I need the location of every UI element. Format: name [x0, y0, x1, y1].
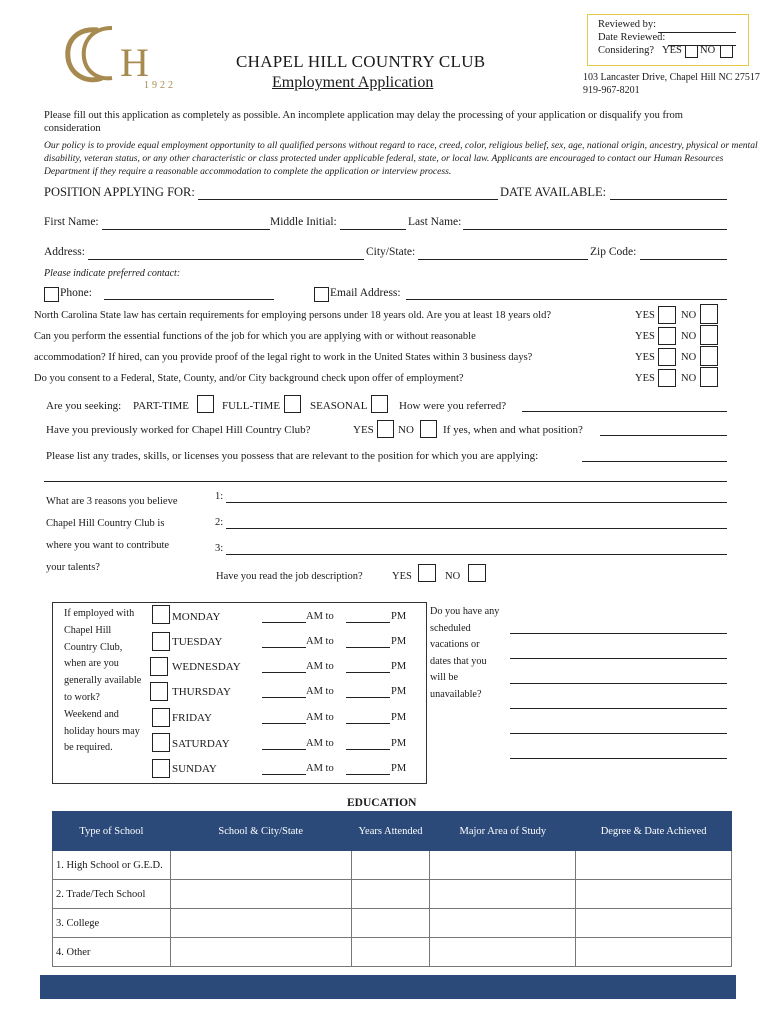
- day-checkbox-thursday[interactable]: [150, 682, 168, 701]
- vacation-field-2[interactable]: [510, 658, 727, 659]
- education-title: EDUCATION: [347, 797, 417, 809]
- previous-yes-checkbox[interactable]: [377, 420, 394, 438]
- policy-line-3: Department if they require a reasonable accommodation to complete the application or interview process.: [44, 166, 452, 177]
- question-18-text: North Carolina State law has certain requirements for employing persons under 18 years old. Are you at least 18 years old?: [34, 310, 551, 321]
- svg-text:H: H: [120, 40, 149, 85]
- vacation-prompt-line-5: will be: [430, 672, 459, 683]
- skills-field-2[interactable]: [44, 481, 727, 482]
- policy-line-2: disability, veteran status, or any other characteristic or class protected under applicable federal, state, or local law. Applicants are encouraged to contact our Human Resources: [44, 153, 724, 164]
- availability-prompt-line-1: If employed with: [64, 608, 135, 619]
- skills-field-1[interactable]: [582, 461, 727, 462]
- monday-am-to: AM to: [306, 611, 334, 622]
- considering-no-label: NO: [700, 45, 716, 56]
- city-state-field[interactable]: [418, 259, 588, 260]
- reason-2-field[interactable]: [226, 528, 727, 529]
- thursday-am-field[interactable]: [262, 697, 306, 698]
- considering-yes-label: YES: [662, 45, 682, 56]
- question-18-yes-checkbox[interactable]: [658, 306, 676, 324]
- availability-prompt-line-4: when are you: [64, 658, 119, 670]
- previous-when-label: If yes, when and what position?: [443, 424, 583, 436]
- day-label-saturday: SATURDAY: [172, 738, 230, 750]
- zip-label: Zip Code:: [590, 246, 637, 258]
- part-time-checkbox[interactable]: [197, 395, 214, 413]
- day-checkbox-saturday[interactable]: [152, 733, 170, 752]
- middle-initial-field[interactable]: [340, 229, 406, 230]
- question-18-no-checkbox[interactable]: [700, 304, 718, 324]
- day-label-wednesday: WEDNESDAY: [172, 661, 241, 673]
- previous-no-label: NO: [398, 424, 414, 436]
- vacation-prompt-line-2: scheduled: [430, 622, 471, 634]
- availability-prompt: [64, 606, 141, 757]
- question-proof-no-label: NO: [681, 352, 697, 363]
- club-logo: [58, 22, 183, 94]
- question-background-text: Do you consent to a Federal, State, County, and/or City background check upon offer of employment?: [34, 373, 464, 384]
- monday-pm: PM: [391, 611, 407, 622]
- education-header-degree: Degree & Date Achieved: [576, 812, 732, 851]
- part-time-label: PART-TIME: [133, 400, 189, 412]
- day-label-monday: MONDAY: [172, 611, 221, 623]
- sunday-am-field[interactable]: [262, 774, 306, 775]
- policy-line-1: Our policy is to provide equal employment opportunity to all qualified persons without regard to race, creed, color, religious belief, sex, age, national origin, ancestry, physical or mental: [44, 140, 758, 151]
- position-field[interactable]: [198, 199, 498, 200]
- vacation-field-4[interactable]: [510, 708, 727, 709]
- education-cell[interactable]: [430, 909, 576, 938]
- question-18-no-label: NO: [681, 310, 697, 321]
- tuesday-am-to: AM to: [306, 636, 334, 647]
- education-cell[interactable]: [351, 880, 430, 909]
- friday-am-to: AM to: [306, 712, 334, 723]
- reason-1-field[interactable]: [226, 502, 727, 503]
- question-proof-text: accommodation? If hired, can you provide proof of the legal right to work in the United States within 3 business days?: [34, 352, 533, 363]
- friday-pm: PM: [391, 712, 407, 723]
- previous-when-field[interactable]: [600, 435, 727, 436]
- question-proof-no-checkbox[interactable]: [700, 346, 718, 366]
- sunday-pm: PM: [391, 763, 407, 774]
- full-time-checkbox[interactable]: [284, 395, 301, 413]
- form-title: Employment Application: [272, 74, 434, 91]
- wednesday-pm-field[interactable]: [346, 672, 390, 673]
- education-cell[interactable]: [430, 851, 576, 880]
- education-header-type: Type of School: [53, 812, 171, 851]
- sunday-am-to: AM to: [306, 763, 334, 774]
- day-label-friday: FRIDAY: [172, 712, 212, 724]
- address-field[interactable]: [88, 259, 364, 260]
- education-cell[interactable]: [170, 880, 351, 909]
- availability-prompt-line-7: Weekend and: [64, 708, 119, 720]
- availability-prompt-line-9: be required.: [64, 742, 113, 754]
- education-header-years: Years Attended: [351, 812, 430, 851]
- education-cell[interactable]: [576, 909, 732, 938]
- education-cell[interactable]: [170, 938, 351, 967]
- phone-checkbox[interactable]: [44, 287, 59, 302]
- friday-pm-field[interactable]: [346, 723, 390, 724]
- considering-no-checkbox[interactable]: [720, 45, 733, 58]
- reason-3-field[interactable]: [226, 554, 727, 555]
- reviewed-by-field[interactable]: [658, 32, 736, 33]
- education-type-trade: 2. Trade/Tech School: [53, 880, 171, 909]
- education-type-college: 3. College: [53, 909, 171, 938]
- vacation-prompt-line-1: Do you have any: [430, 606, 500, 617]
- day-label-thursday: THURSDAY: [172, 686, 231, 698]
- job-description-yes-label: YES: [392, 571, 412, 582]
- date-available-label: DATE AVAILABLE:: [500, 185, 607, 199]
- question-functions-yes-checkbox[interactable]: [658, 327, 676, 345]
- education-cell[interactable]: [351, 851, 430, 880]
- previous-no-checkbox[interactable]: [420, 420, 437, 438]
- job-description-no-checkbox[interactable]: [468, 564, 486, 582]
- friday-am-field[interactable]: [262, 723, 306, 724]
- question-background-no-checkbox[interactable]: [700, 367, 718, 387]
- vacation-field-3[interactable]: [510, 683, 727, 684]
- thursday-pm-field[interactable]: [346, 697, 390, 698]
- wednesday-pm: PM: [391, 661, 407, 672]
- question-18-yes-label: YES: [635, 310, 655, 321]
- sunday-pm-field[interactable]: [346, 774, 390, 775]
- question-background-no-label: NO: [681, 373, 697, 384]
- day-checkbox-sunday[interactable]: [152, 759, 170, 778]
- reviewed-by-label: Reviewed by:: [598, 19, 657, 30]
- first-name-field[interactable]: [102, 229, 270, 230]
- availability-prompt-line-6: to work?: [64, 691, 100, 703]
- vacation-field-6[interactable]: [510, 758, 727, 759]
- education-type-other: 4. Other: [53, 938, 171, 967]
- education-cell[interactable]: [351, 938, 430, 967]
- date-available-field[interactable]: [610, 199, 727, 200]
- reasons-prompt-4: your talents?: [46, 562, 100, 573]
- seeking-label: Are you seeking:: [46, 400, 122, 412]
- first-name-label: First Name:: [44, 216, 99, 228]
- job-description-yes-checkbox[interactable]: [418, 564, 436, 582]
- day-checkbox-wednesday[interactable]: [150, 657, 168, 676]
- phone-label: Phone:: [60, 287, 92, 299]
- table-row: [53, 938, 732, 967]
- seasonal-checkbox[interactable]: [371, 395, 388, 413]
- vacation-prompt-line-4: dates that you: [430, 655, 487, 667]
- middle-initial-label: Middle Initial:: [270, 216, 337, 228]
- education-cell[interactable]: [430, 880, 576, 909]
- wednesday-am-to: AM to: [306, 661, 334, 672]
- last-name-label: Last Name:: [408, 216, 462, 228]
- table-row: [53, 880, 732, 909]
- saturday-am-field[interactable]: [262, 749, 306, 750]
- availability-prompt-line-2: Chapel Hill: [64, 624, 112, 636]
- vacation-field-5[interactable]: [510, 733, 727, 734]
- job-description-label: Have you read the job description?: [216, 571, 363, 582]
- footer-bar: [40, 975, 736, 999]
- day-checkbox-friday[interactable]: [152, 708, 170, 727]
- day-checkbox-tuesday[interactable]: [152, 632, 170, 651]
- considering-yes-checkbox[interactable]: [685, 45, 698, 58]
- education-header-major: Major Area of Study: [430, 812, 576, 851]
- question-background-yes-checkbox[interactable]: [658, 369, 676, 387]
- vacation-prompt: [430, 604, 499, 703]
- address-label: Address:: [44, 246, 85, 258]
- saturday-pm-field[interactable]: [346, 749, 390, 750]
- table-row: [53, 909, 732, 938]
- question-background-yes-label: YES: [635, 373, 655, 384]
- thursday-pm: PM: [391, 686, 407, 697]
- considering-label: Considering?: [598, 45, 654, 56]
- referred-label: How were you referred?: [399, 400, 507, 412]
- zip-field[interactable]: [640, 259, 727, 260]
- education-cell[interactable]: [430, 938, 576, 967]
- saturday-am-to: AM to: [306, 738, 334, 749]
- education-cell[interactable]: [576, 938, 732, 967]
- day-checkbox-monday[interactable]: [152, 605, 170, 624]
- question-functions-yes-label: YES: [635, 331, 655, 342]
- tuesday-pm: PM: [391, 636, 407, 647]
- instructions-text: Please fill out this application as completely as possible. An incomplete application may delay the processing of your application or disqualify you from consideration: [44, 110, 683, 134]
- table-row: [53, 851, 732, 880]
- vacation-field-1[interactable]: [510, 633, 727, 634]
- email-checkbox[interactable]: [314, 287, 329, 302]
- day-label-tuesday: TUESDAY: [172, 636, 223, 648]
- club-address: 103 Lancaster Drive, Chapel Hill NC 27517: [583, 72, 760, 83]
- club-name: CHAPEL HILL COUNTRY CLUB: [236, 52, 486, 71]
- education-cell[interactable]: [576, 851, 732, 880]
- education-table: [52, 811, 732, 967]
- referred-field[interactable]: [522, 411, 727, 412]
- previous-work-label: Have you previously worked for Chapel Hill Country Club?: [46, 424, 311, 436]
- education-cell[interactable]: [351, 909, 430, 938]
- monday-am-field[interactable]: [262, 622, 306, 623]
- education-cell[interactable]: [576, 880, 732, 909]
- previous-yes-label: YES: [353, 424, 374, 436]
- logo-year: 1922: [144, 80, 176, 91]
- email-field[interactable]: [406, 299, 727, 300]
- question-functions-no-label: NO: [681, 331, 697, 342]
- question-proof-yes-checkbox[interactable]: [658, 348, 676, 366]
- last-name-field[interactable]: [463, 229, 727, 230]
- saturday-pm: PM: [391, 738, 407, 749]
- city-state-label: City/State:: [366, 246, 416, 258]
- availability-prompt-line-3: Country Club,: [64, 641, 123, 653]
- vacation-prompt-line-3: vacations or: [430, 639, 480, 650]
- email-label: Email Address:: [330, 287, 401, 299]
- reason-2-label: 2:: [215, 517, 224, 528]
- day-label-sunday: SUNDAY: [172, 763, 217, 775]
- job-description-no-label: NO: [445, 571, 461, 582]
- question-functions-no-checkbox[interactable]: [700, 325, 718, 345]
- monday-pm-field[interactable]: [346, 622, 390, 623]
- question-functions-text: Can you perform the essential functions of the job for which you are applying with or without reasonable: [34, 331, 476, 342]
- skills-label: Please list any trades, skills, or licenses you possess that are relevant to the position for which you are applying:: [46, 450, 539, 462]
- reasons-prompt-1: What are 3 reasons you believe: [46, 496, 178, 507]
- reasons-prompt-2: Chapel Hill Country Club is: [46, 518, 165, 529]
- availability-prompt-line-8: holiday hours may: [64, 725, 140, 737]
- thursday-am-to: AM to: [306, 686, 334, 697]
- availability-prompt-line-5: generally available: [64, 675, 142, 687]
- reason-1-label: 1:: [215, 491, 224, 502]
- position-label: POSITION APPLYING FOR:: [44, 185, 195, 199]
- wednesday-am-field[interactable]: [262, 672, 306, 673]
- vacation-prompt-line-6: unavailable?: [430, 688, 482, 700]
- preferred-contact-label: Please indicate preferred contact:: [44, 268, 181, 279]
- reason-3-label: 3:: [215, 543, 224, 554]
- tuesday-pm-field[interactable]: [346, 647, 390, 648]
- question-proof-yes-label: YES: [635, 352, 655, 363]
- club-phone: 919-967-8201: [583, 85, 640, 96]
- education-type-high-school: 1. High School or G.E.D.: [53, 851, 171, 880]
- full-time-label: FULL-TIME: [222, 400, 281, 412]
- date-reviewed-label: Date Reviewed:: [598, 32, 666, 43]
- education-cell[interactable]: [170, 851, 351, 880]
- tuesday-am-field[interactable]: [262, 647, 306, 648]
- phone-field[interactable]: [104, 299, 274, 300]
- education-cell[interactable]: [170, 909, 351, 938]
- seasonal-label: SEASONAL: [310, 400, 368, 412]
- education-header-school: School & City/State: [170, 812, 351, 851]
- reasons-prompt-3: where you want to contribute: [46, 540, 170, 551]
